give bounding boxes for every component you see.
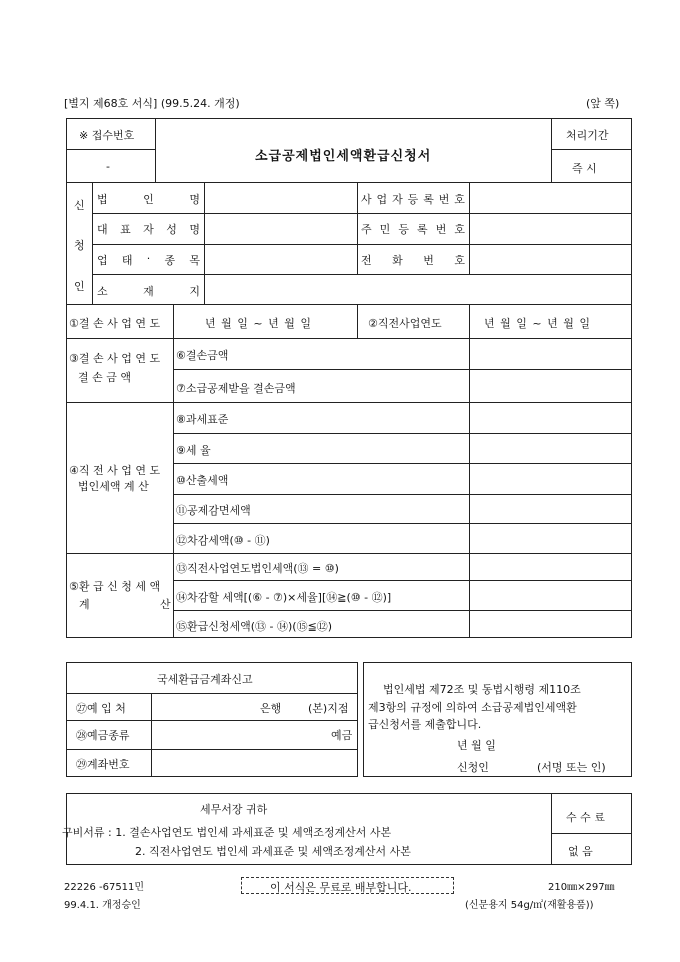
row-loss-amount: ⑥결손금액	[176, 349, 229, 362]
branch-suffix: (본)지점	[308, 702, 349, 715]
representative-name-label: 대 표 자 성 명	[97, 223, 200, 236]
fee-value: 없 음	[568, 845, 593, 858]
business-reg-number-label: 사 업 자 등 록 번 호	[361, 193, 465, 206]
declaration-date: 년 월 일	[457, 739, 496, 752]
loss-year-label: ①결 손 사 업 연 도	[69, 317, 161, 330]
applicant-signer-label: 신청인	[457, 761, 489, 774]
processing-period-value: 즉 시	[572, 162, 597, 175]
bank-suffix: 은행	[260, 702, 282, 715]
applicant-label-char-3: 인	[74, 280, 85, 293]
applicant-label-char-2: 청	[74, 239, 85, 252]
form-title: 소급공제법인세액환급신청서	[255, 149, 432, 164]
row-refund-amount: ⑮환급신청세액(⑬ - ⑭)(⑮≦⑫)	[176, 620, 333, 633]
loss-amount-group-line1: ③결 손 사 업 연 도	[69, 352, 161, 365]
declaration-line-2: 제3항의 규정에 의하여 소급공제법인세액환	[368, 701, 577, 714]
approval-date: 99.4.1. 개정승인	[64, 900, 141, 911]
form-code: 22226 -67511민	[64, 882, 145, 893]
required-docs-2: 2. 직전사업연도 법인세 과세표준 및 세액조정계산서 사본	[135, 845, 411, 858]
deposit-type-label: ㉘예금종류	[76, 729, 130, 742]
processing-period-label: 처리기간	[566, 129, 609, 142]
row-net-tax: ⑫차감세액(⑩ - ⑪)	[176, 534, 270, 547]
loss-year-period: 년 월 일 ~ 년 월 일	[205, 317, 311, 330]
loss-amount-group-line2: 결 손 금 액	[78, 371, 131, 384]
resident-reg-number-label: 주 민 등 록 번 호	[361, 223, 465, 236]
business-type-label: 업 태 · 종 목	[97, 252, 200, 267]
row-prev-year-tax: ⑬직전사업연도법인세액(⑬ = ⑩)	[176, 562, 339, 575]
refund-group-line1: ⑤환 급 신 청 세 액	[69, 580, 161, 593]
account-number-label: ㉙계좌번호	[76, 758, 130, 771]
declaration-line-3: 급신청서를 제출합니다.	[368, 718, 482, 731]
row-deductible-tax: ⑭차감할 세액[(⑥ - ⑦)×세율][⑭≧(⑩ - ⑫)]	[176, 591, 392, 604]
bank-depository-label: ㉗예 입 처	[76, 702, 126, 715]
declaration-line-1: 법인세법 제72조 및 동법시행령 제110조	[383, 683, 581, 696]
row-deductible-loss: ⑦소급공제받을 결손금액	[176, 382, 296, 395]
row-calculated-tax: ⑩산출세액	[176, 474, 229, 487]
receipt-number-label: ※ 접수번호	[79, 129, 135, 142]
tax-office-addressee: 세무서장 귀하	[200, 803, 268, 816]
paper-type: (신문용지 54g/㎡(재활용품))	[465, 900, 594, 911]
row-tax-rate: ⑨세 율	[176, 444, 211, 457]
refund-group-line2b: 산	[160, 598, 171, 611]
page-side-label: (앞 쪽)	[586, 97, 620, 110]
required-docs-1: 구비서류 : 1. 결손사업연도 법인세 과세표준 및 세액조정계산서 사본	[62, 826, 392, 839]
tax-calc-group-line2: 법인세액 계 산	[78, 480, 149, 493]
row-tax-reduction: ⑪공제감면세액	[176, 504, 251, 517]
receipt-number-value: -	[106, 160, 110, 173]
bank-account-title: 국세환급금계좌신고	[157, 673, 253, 686]
telephone-label: 전 화 번 호	[361, 254, 465, 267]
deposit-suffix: 예금	[331, 729, 353, 742]
form-info: [별지 제68호 서식] (99.5.24. 개정)	[64, 97, 240, 110]
signature-field-label: (서명 또는 인)	[537, 761, 606, 774]
paper-size: 210㎜×297㎜	[548, 882, 615, 893]
refund-group-line2a: 계	[79, 598, 90, 611]
row-tax-base: ⑧과세표준	[176, 413, 229, 426]
applicant-label-char-1: 신	[74, 199, 85, 212]
corporation-name-label: 법 인 명	[97, 193, 200, 206]
tax-calc-group-line1: ④직 전 사 업 연 도	[69, 464, 161, 477]
fee-label: 수 수 료	[566, 811, 605, 824]
address-label: 소 재 지	[97, 285, 200, 298]
prev-year-label: ②직전사업연도	[368, 317, 442, 330]
prev-year-period: 년 월 일 ~ 년 월 일	[484, 317, 590, 330]
free-distribution-notice: 이 서식은 무료로 배부합니다.	[270, 881, 412, 894]
